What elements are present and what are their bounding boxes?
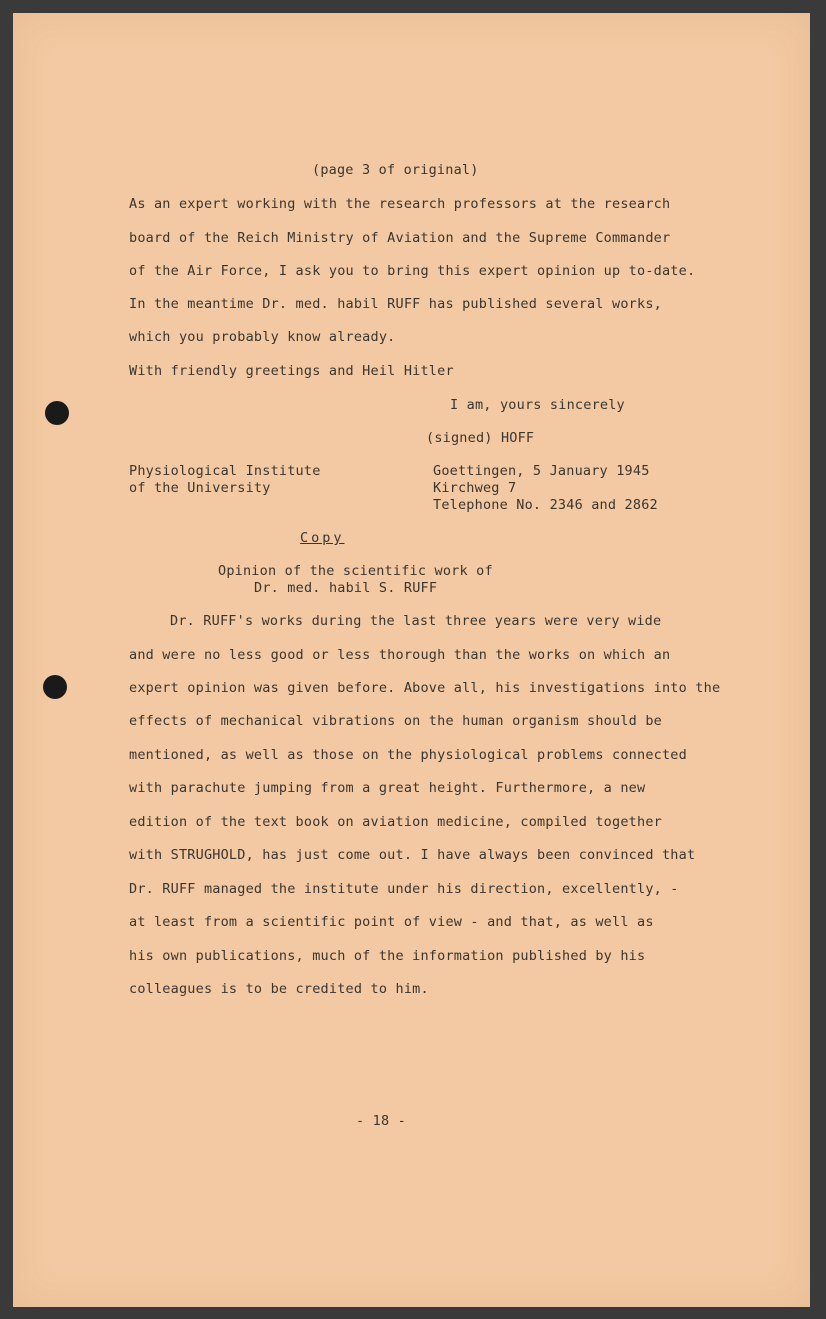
letter-line: of the Air Force, I ask you to bring this expert opinion up to-date.: [129, 263, 696, 279]
address-line: Kirchweg 7: [433, 480, 517, 496]
punch-hole: [43, 675, 67, 699]
opinion-line: Dr. RUFF managed the institute under his direction, excellently, -: [129, 881, 679, 897]
opinion-line: effects of mechanical vibrations on the human organism should be: [129, 713, 662, 729]
opinion-line: edition of the text book on aviation medicine, compiled together: [129, 814, 662, 830]
opinion-line: and were no less good or less thorough than the works on which an: [129, 647, 671, 663]
page-header: (page 3 of original): [312, 162, 479, 178]
address-line: Telephone No. 2346 and 2862: [433, 497, 658, 513]
opinion-line: at least from a scientific point of view - and that, as well as: [129, 914, 654, 930]
letter-line: With friendly greetings and Heil Hitler: [129, 363, 454, 379]
opinion-line: expert opinion was given before. Above all, his investigations into the: [129, 680, 721, 696]
punch-hole: [45, 401, 69, 425]
opinion-line: his own publications, much of the information published by his: [129, 948, 646, 964]
opinion-title: Opinion of the scientific work of: [218, 563, 493, 579]
closing: I am, yours sincerely: [450, 397, 625, 413]
copy-heading: Copy: [300, 530, 345, 546]
opinion-line: Dr. RUFF's works during the last three years were very wide: [170, 613, 662, 629]
opinion-line: with STRUGHOLD, has just come out. I have always been convinced that: [129, 847, 696, 863]
address-line: Goettingen, 5 January 1945: [433, 463, 650, 479]
signature: (signed) HOFF: [426, 430, 535, 446]
opinion-line: colleagues is to be credited to him.: [129, 981, 429, 997]
opinion-line: mentioned, as well as those on the physiological problems connected: [129, 747, 687, 763]
letter-line: As an expert working with the research professors at the research: [129, 196, 671, 212]
opinion-title: Dr. med. habil S. RUFF: [254, 580, 438, 596]
sender-line: Physiological Institute: [129, 463, 321, 479]
page-number: - 18 -: [356, 1113, 406, 1129]
opinion-line: with parachute jumping from a great height. Furthermore, a new: [129, 780, 646, 796]
letter-line: board of the Reich Ministry of Aviation and the Supreme Commander: [129, 230, 671, 246]
letter-line: In the meantime Dr. med. habil RUFF has published several works,: [129, 296, 662, 312]
letter-line: which you probably know already.: [129, 329, 396, 345]
sender-line: of the University: [129, 480, 271, 496]
